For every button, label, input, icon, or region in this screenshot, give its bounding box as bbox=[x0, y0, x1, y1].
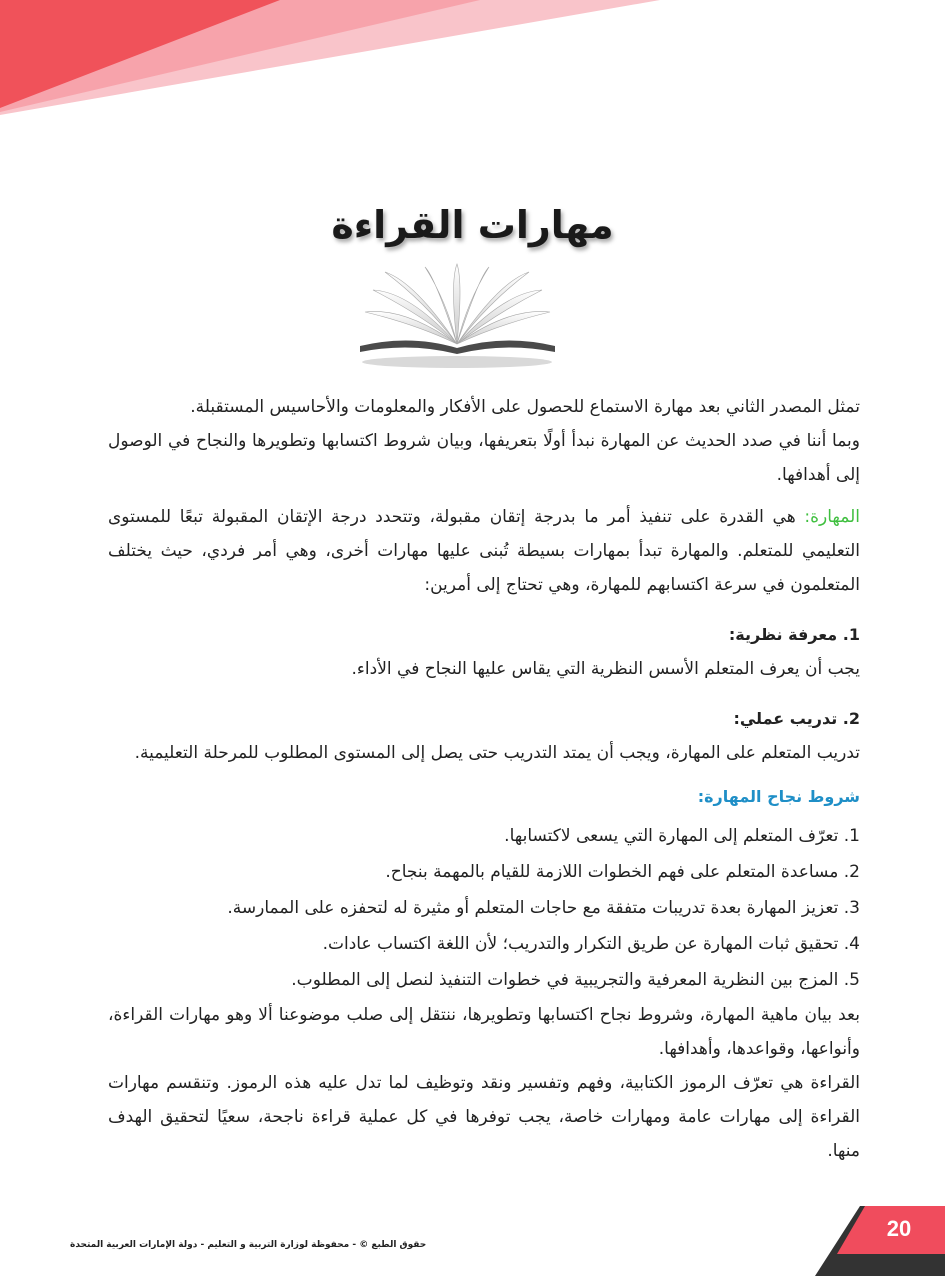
definition-term: المهارة: bbox=[804, 507, 860, 527]
top-banner bbox=[0, 0, 945, 130]
conditions-list bbox=[108, 818, 860, 998]
point-2-heading: 2. تدريب عملي: bbox=[733, 709, 860, 728]
intro-paragraph-1: تمثل المصدر الثاني بعد مهارة الاستماع للحصول على الأفكار والمعلومات والأحاسيس المستقبلة. bbox=[190, 397, 860, 417]
point-1-heading: 1. معرفة نظرية: bbox=[728, 625, 860, 644]
list-item: 2. مساعدة المتعلم على فهم الخطوات اللازمة للقيام بالمهمة بنجاح. bbox=[385, 862, 860, 882]
list-item: 1. تعرّف المتعلم إلى المهارة التي يسعى لاكتسابها. bbox=[504, 826, 860, 846]
main-content bbox=[108, 390, 860, 1168]
list-item: 3. تعزيز المهارة بعدة تدريبات متفقة مع حاجات المتعلم أو مثيرة له لتحفزه على الممارسة. bbox=[227, 898, 860, 918]
list-item: 4. تحقيق ثبات المهارة عن طريق التكرار والتدريب؛ لأن اللغة اكتساب عادات. bbox=[322, 934, 860, 954]
page-title: مهارات القراءة bbox=[331, 203, 614, 248]
closing-paragraph-1: بعد بيان ماهية المهارة، وشروط نجاح اكتسابها وتطويرها، ننتقل إلى صلب موضوعنا ألا وهو مهارات القراءة، وأنواعها، وقواعدها، وأهدافها. bbox=[108, 1005, 860, 1059]
point-2-text: تدريب المتعلم على المهارة، ويجب أن يمتد التدريب حتى يصل إلى المستوى المطلوب للمرحلة التعليمية. bbox=[134, 743, 860, 763]
copyright-footer: حقوق الطبع © - محفوظة لوزارة التربية و التعليم - دولة الإمارات العربية المتحدة bbox=[70, 1240, 427, 1250]
point-1-text: يجب أن يعرف المتعلم الأسس النظرية التي يقاس عليها النجاح في الأداء. bbox=[351, 659, 860, 679]
page-number: 20 bbox=[886, 1216, 912, 1241]
definition-text: هي القدرة على تنفيذ أمر ما بدرجة إتقان مقبولة، وتتحدد درجة الإتقان المقبولة تبعًا للمستوى التعليمي للمتعلم. والمهارة تبدأ بمهارات بسيطة تُبنى عليها مهارات أخرى، وهي أمر فردي، حيث يختلف المتعلمون في سرعة اكتسابهم للمهارة، وهي تحتاج إلى أمرين: bbox=[108, 507, 860, 595]
list-item: 5. المزج بين النظرية المعرفية والتجريبية في خطوات التنفيذ لنصل إلى المطلوب. bbox=[291, 970, 860, 990]
conditions-heading: شروط نجاح المهارة: bbox=[697, 787, 860, 806]
closing-paragraph-2: القراءة هي تعرّف الرموز الكتابية، وفهم وتفسير ونقد وتوظيف لما تدل عليه هذه الرموز. وتنقسم مهارات القراءة إلى مهارات عامة ومهارات خاصة، يجب توفرها في كل عملية قراءة ناجحة، سعيًا لتحقيق الهدف منها. bbox=[108, 1073, 860, 1161]
open-book-icon bbox=[355, 262, 560, 372]
definition-paragraph bbox=[108, 500, 860, 602]
intro-paragraph-2: وبما أننا في صدد الحديث عن المهارة نبدأ أولًا بتعريفها، وبيان شروط اكتسابها وتطويرها والنجاح في الوصول إلى أهدافها. bbox=[108, 431, 860, 485]
